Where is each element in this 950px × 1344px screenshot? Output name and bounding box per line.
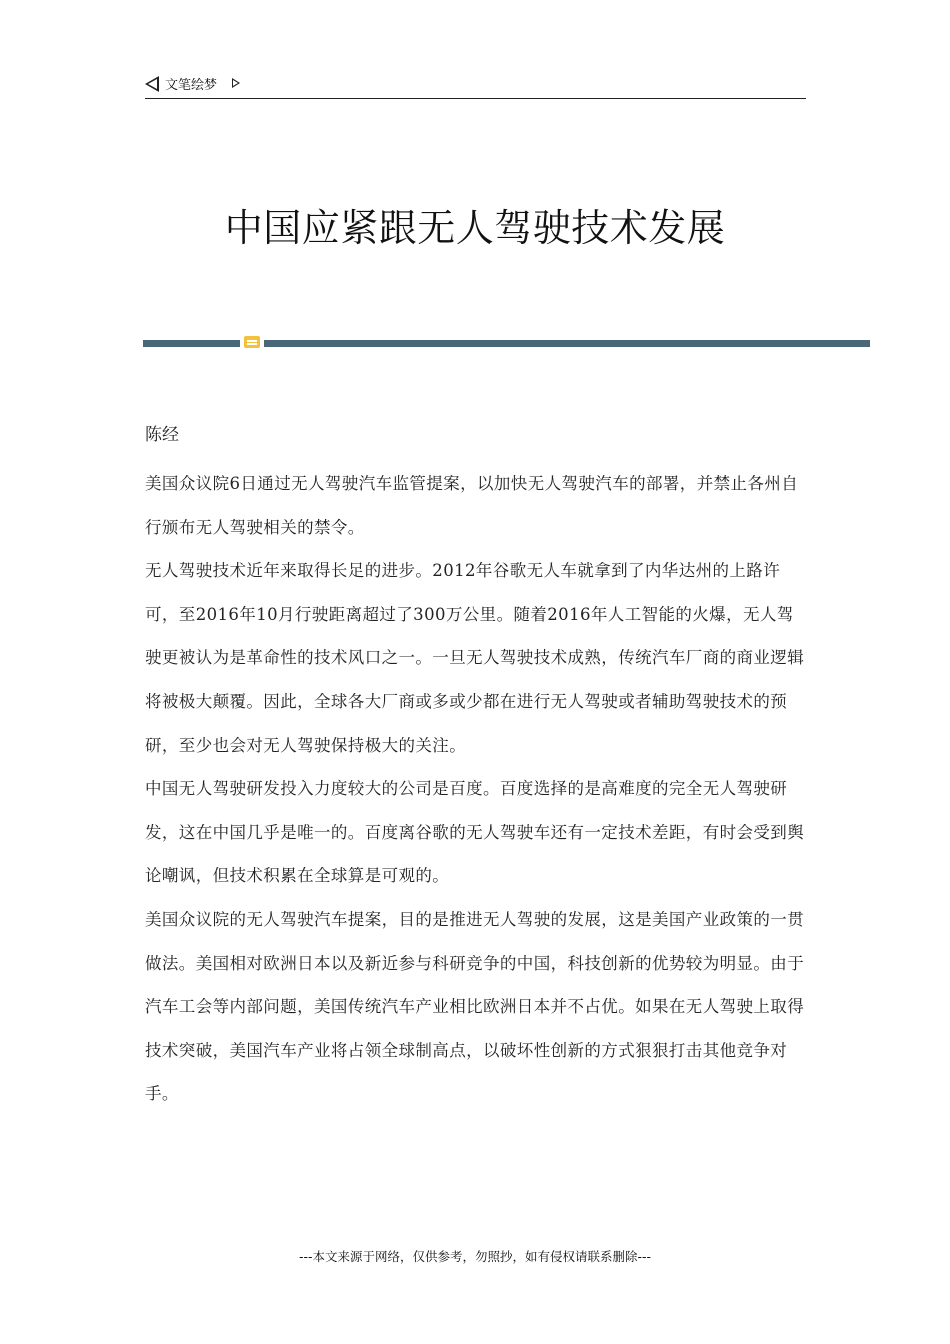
paragraph: 无人驾驶技术近年来取得长足的进步。2012年谷歌无人车就拿到了内华达州的上路许可，至2016年10月行驶距离超过了300万公里。随着2016年人工智能的火爆，无人驾驶更被认为是革命性的技术风口之一。一旦无人驾驶技术成熟，传统汽车厂商的商业逻辑将被极大颠覆。因此，全球各大厂商或多或少都在进行无人驾驶或者辅助驾驶技术的预研，至少也会对无人驾驶保持极大的关注。 [145, 561, 805, 755]
footer-disclaimer: ---本文来源于网络，仅供参考，勿照抄，如有侵权请联系删除--- [298, 1249, 652, 1264]
document-badge-icon [244, 336, 260, 348]
document-title: 中国应紧跟无人驾驶技术发展 [224, 206, 726, 250]
paragraph: 中国无人驾驶研发投入力度较大的公司是百度。百度选择的是高难度的完全无人驾驶研发，这在中国几乎是唯一的。百度离谷歌的无人驾驶车还有一定技术差距，有时会受到舆论嘲讽，但技术积累在全球算是可观的。 [145, 779, 805, 886]
header-brand-text: 文笔绘梦 [165, 78, 218, 93]
paragraph: 美国众议院的无人驾驶汽车提案，目的是推进无人驾驶的发展，这是美国产业政策的一贯做法。美国相对欧洲日本以及新近参与科研竞争的中国，科技创新的优势较为明显。由于汽车工会等内部问题，美国传统汽车产业相比欧洲日本并不占优。如果在无人驾驶上取得技术突破，美国汽车产业将占领全球制高点，以破坏性创新的方式狠狠打击其他竞争对手。 [145, 909, 805, 1104]
paragraph: 美国众议院6日通过无人驾驶汽车监管提案，以加快无人驾驶汽车的部署，并禁止各州自行颁布无人驾驶相关的禁令。 [145, 474, 799, 537]
divider-bar-right [264, 340, 870, 347]
triangle-left-icon [145, 76, 159, 92]
divider-bar-left [143, 340, 240, 347]
triangle-right-icon [232, 78, 240, 88]
page-header [145, 74, 806, 99]
author-name: 陈经 [145, 425, 179, 445]
article-body [145, 462, 810, 1116]
